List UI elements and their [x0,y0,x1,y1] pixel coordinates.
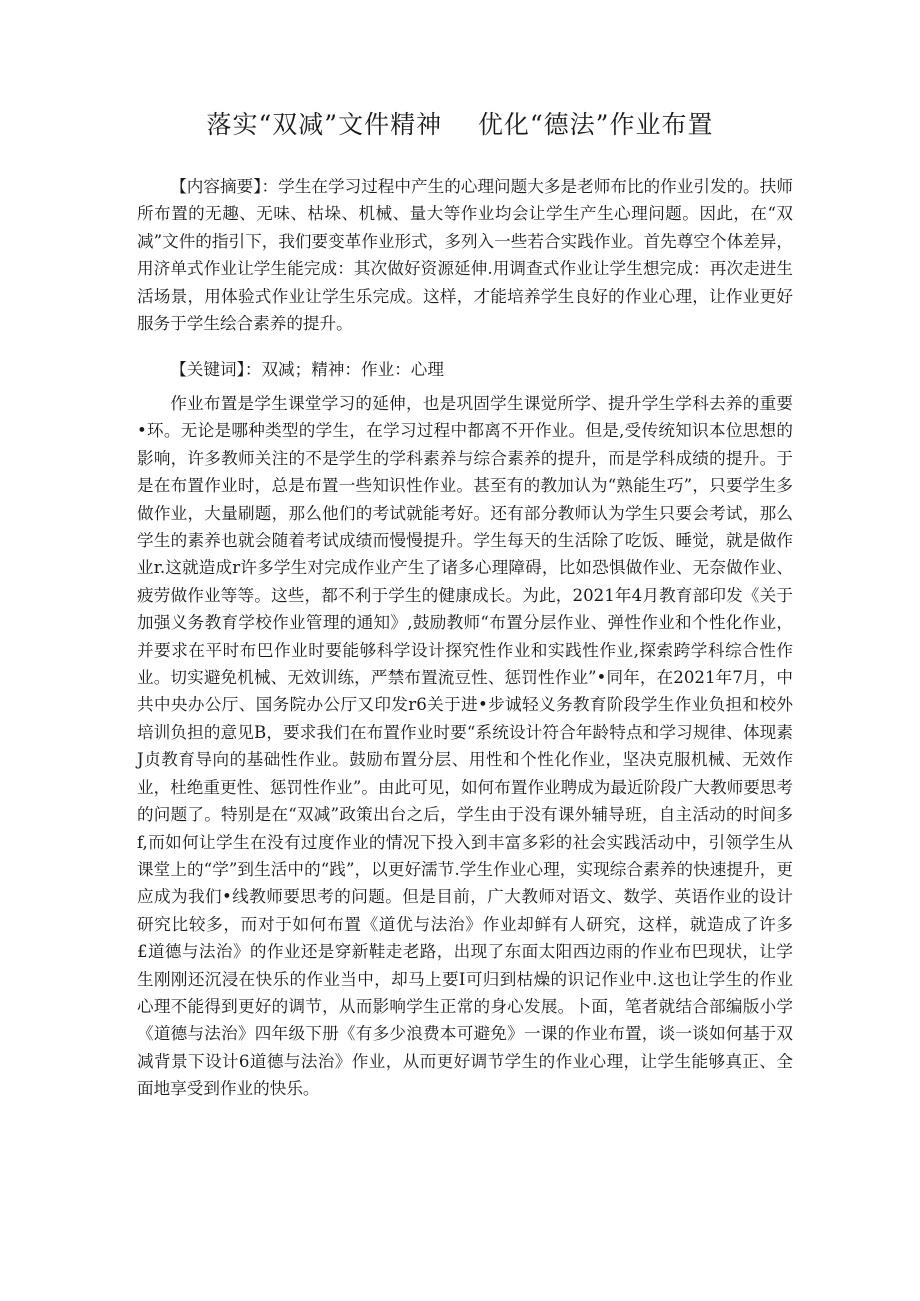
body-section [137,390,793,1103]
document-title: 落实“双减”文件精神 优化“德法”作业布置 [206,110,714,139]
keywords-paragraph: 【关键词】：双减；精神：作业：心理 [170,360,444,379]
keywords-section [137,356,793,383]
abstract-paragraph: 【内容摘要】：学生在学习过程中产生的心理问题大多是老师布比的作业引发的。扶师所布置的无趣、无味、枯垛、机械、量大等作业均会让学生产生心理问题。因此，在“双减”文件的指引下，我们要变革作业形式，多列入一些若合实践作业。首先尊空个体差异，用济单式作业让学生能完成：其次做好资源延伸.用调查式作业让学生想完成：再次走进生活场景，用体验式作业让学生乐完成。这样，才能培养学生良好的作业心理，让作业更好服务于学生绘合素养的提升。 [137,177,793,334]
body-paragraph: 作业布置是学生课堂学习的延伸，也是巩固学生课觉所学、提升学生学科去养的重要•环。无论是哪种类型的学生，在学习过程中都离不开作业。但是,受传统知识本位思想的影响，许多教师关注的不是学生的学科素养与综合素养的提升，而是学科成绩的提升。于是在布置作业时，总是布置一些知识性作业。甚至有的教加认为“熟能生巧”，只要学生多做作业，大量刷题，那么他们的考试就能考好。还有部分教师认为学生只要会考试，那么学生的素养也就会随着考试成绩而慢慢提升。学生每天的生活除了吃饭、睡觉，就是做作业r.这就造成r许多学生对完成作业产生了诸多心理障碍，比如恐惧做作业、无奈做作业、疲劳做作业等等。这些，都不利于学生的健康成长。为此，2021年4月教育部印发《关于加强义务教育学校作业管理的通知》,鼓励教师“布置分层作业、弹性作业和个性化作业，并要求在平时布巴作业时要能够科学设计探究性作业和实践性作业,探索跨学科综合性作业。切实避免机械、无效训练，严禁布置流豆性、惩罚性作业”•同年，在2021年7月，中共中央办公厅、国务院办公厅又印发r6关于进•步诚轻义务教育阶段学生作业负担和校外培训负担的意见B，要求我们在布置作业时要“系统设计符合年龄特点和学习规律、体现素J贞教育导向的基础性作业。鼓励布置分层、用性和个性化作业，坚决克服机械、无效作业，杜绝重更性、惩罚性作业”。由此可见，如何布置作业聘成为最近阶段广大教师要思考的问题了。特别是在“双减”政策出台之后，学生由于没有课外辅导班，自主活动的时间多f,而如何让学生在没有过度作业的情况下投入到丰富多彩的社会实践活动中，引领学生从课堂上的“学”到生活中的“践”，以更好濡节.学生作业心理，实现综合素养的快速提升，更应成为我们•线教师要思考的问题。但是目前，广大教师对语文、数学、英语作业的设计研究比较多，而对于如何布置《道优与法治》作业却鲜有人研究，这样，就造成了许多£道德与法治》的作业还是穿新鞋走老路，出现了东面太阳西边雨的作业布巴现状，让学生刚刚还沉浸在快乐的作业当中，却马上要I可归到枯燥的识记作业中.这也让学生的作业心理不能得到更好的调节，从而影响学生正常的身心发展。卜面，笔者就结合部编版小学《道德与法治》四年级下册《有多少浪费本可避免》一课的作业布置，谈一谈如何基于双减背景下设计6道德与法治》作业，从而更好调节学生的作业心理，让学生能够真正、全面地享受到作业的快乐。 [137,394,793,1099]
abstract-section [137,173,793,337]
